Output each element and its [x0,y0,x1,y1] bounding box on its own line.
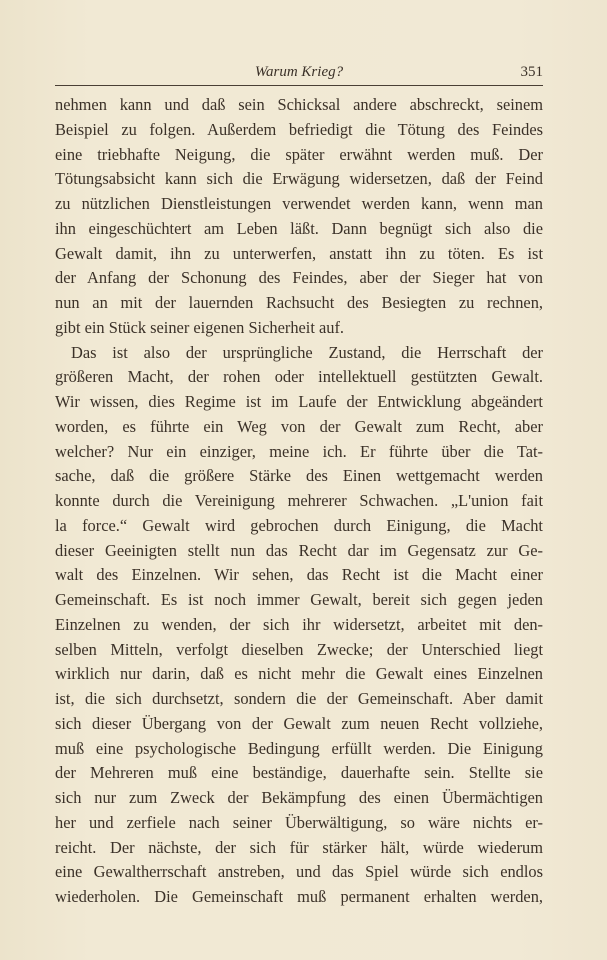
text-line: eine Gewaltherrschaft anstreben, und das Spiel würde sich endlos [55,862,543,882]
text-line: sich nur zum Zweck der Bekämpfung des einen Übermächtigen [55,788,543,807]
page-number: 351 [520,64,543,80]
text-line: Gemeinschaft. Es ist noch immer Gewalt, bereit sich gegen jeden [55,590,543,609]
text-line: wirklich nur darin, daß es nicht mehr die Gewalt eines Einzelnen [55,664,543,684]
body-text [55,93,543,910]
text-line: größeren Macht, der rohen oder intellektuell gestützten Gewalt. [55,367,543,387]
text-line: sich dieser Übergang von der Gewalt zum neuen Recht vollziehe, [55,713,543,733]
text-line: ihn eingeschüchtert am Leben läßt. Dann begnügt sich also die [55,218,543,238]
running-title: Warum Krieg? [254,64,344,80]
header-rule [55,85,543,86]
text-line: dieser Geeinigten stellt nun das Recht dar im Gegensatz zur Ge- [55,540,543,560]
page-header [55,62,543,84]
text-line: ist, die sich durchsetzt, sondern die der Gemeinschaft. Aber damit [55,689,543,708]
text-line: Gewalt damit, ihn zu unterwerfen, anstatt ihn zu töten. Es ist [55,243,543,263]
text-line: Beispiel zu folgen. Außerdem befriedigt die Tötung des Feindes [55,119,543,139]
text-line: Tötungsabsicht kann sich die Erwägung widersetzen, daß der Feind [55,169,543,189]
text-line: selben Mitteln, verfolgt dieselben Zwecke; der Unterschied liegt [55,639,543,659]
text-line: muß eine psychologische Bedingung erfüllt werden. Die Einigung [55,738,543,758]
text-line: reicht. Der nächste, der sich für stärker hält, würde wiederum [55,837,543,857]
text-line: nun an mit der lauernden Rachsucht des Besiegten zu rechnen, [55,293,543,312]
text-line: Das ist also der ursprüngliche Zustand, die Herrschaft der [71,342,543,362]
text-line: der Mehreren muß eine beständige, dauerhafte sein. Stellte sie [55,763,543,783]
text-line: der Anfang der Schonung des Feindes, aber der Sieger hat von [55,268,543,288]
text-line: Wir wissen, dies Regime ist im Laufe der Entwicklung abgeändert [55,392,543,411]
text-line: sache, daß die größere Stärke des Einen wettgemacht werden [55,466,543,486]
text-line: nehmen kann und daß sein Schicksal andere abschreckt, seinem [55,95,543,114]
text-line: konnte durch die Vereinigung mehrerer Schwachen. „L'union fait [55,491,543,510]
text-line: walt des Einzelnen. Wir sehen, das Recht ist die Macht einer [55,565,543,585]
text-line: zu nützlichen Dienstleistungen verwendet werden kann, wenn man [55,194,543,213]
text-line: la force.“ Gewalt wird gebrochen durch Einigung, die Macht [55,515,543,535]
text-line: worden, es führte ein Weg von der Gewalt zum Recht, aber [55,416,543,436]
text-line: her und zerfiele nach seiner Überwältigung, so wäre nichts er- [55,812,543,832]
text-line: gibt ein Stück seiner eigenen Sicherheit auf. [55,317,345,337]
text-line: welcher? Nur ein einziger, meine ich. Er führte über die Tat- [55,441,543,461]
text-line: wiederholen. Die Gemeinschaft muß permanent erhalten werden, [55,887,543,906]
text-line: eine triebhafte Neigung, die später erwähnt werden muß. Der [55,144,543,164]
text-line: Einzelnen zu wenden, der sich ihr widersetzt, arbeitet mit den- [55,614,543,634]
